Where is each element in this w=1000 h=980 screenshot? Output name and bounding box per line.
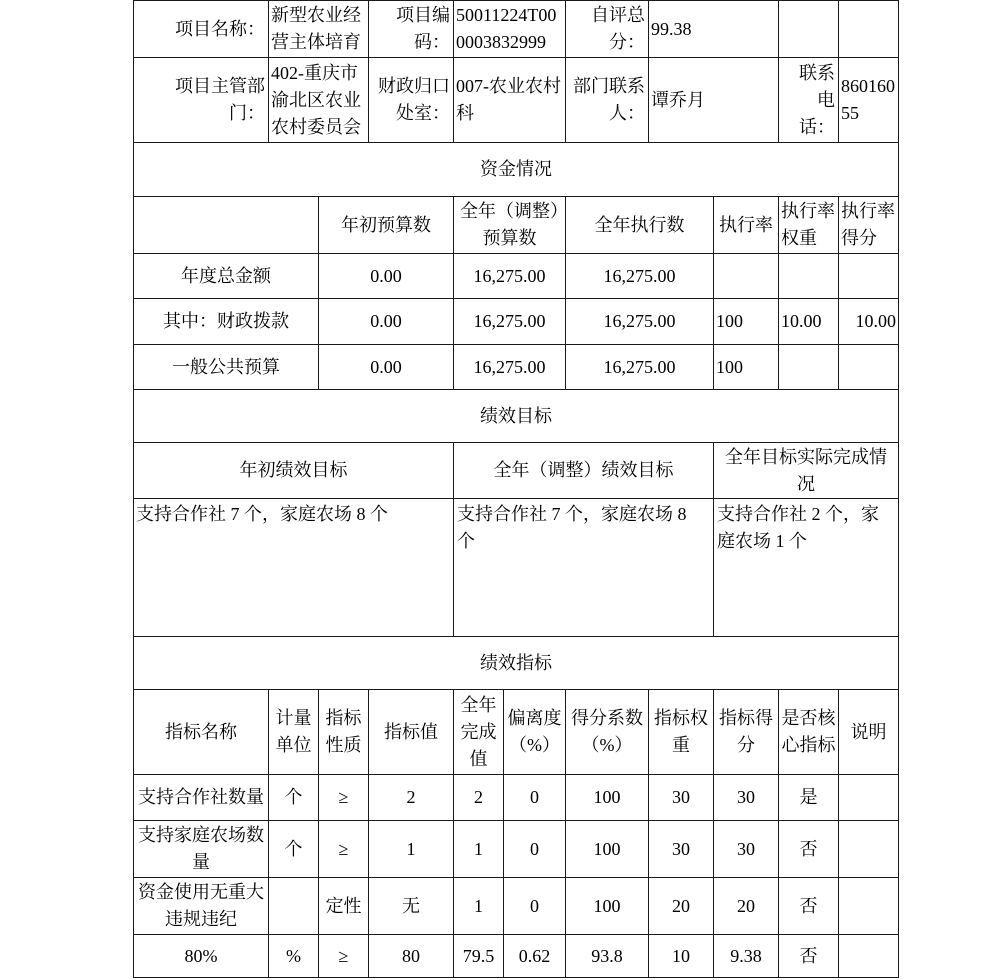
- execution-rate-value: 100: [714, 299, 779, 345]
- col-adjusted-budget: 全年（调整）预算数: [454, 197, 566, 254]
- empty-cell: [134, 197, 319, 254]
- initial-budget-value: 0.00: [319, 299, 454, 345]
- empty-cell: [839, 1, 899, 58]
- indicator-score: 30: [714, 821, 779, 878]
- rate-weight-value: 10.00: [779, 299, 839, 345]
- indicator-name: 支持家庭农场数量: [134, 821, 269, 878]
- indicator-core: 是: [779, 775, 839, 821]
- project-name-label: 项目名称：: [134, 1, 269, 58]
- indicator-core: 否: [779, 821, 839, 878]
- rate-score-value: [839, 254, 899, 299]
- col-rate-weight: 执行率权重: [779, 197, 839, 254]
- indicator-actual: 1: [454, 821, 504, 878]
- rate-weight-value: [779, 345, 839, 390]
- indicator-target: 无: [369, 878, 454, 935]
- indicator-name: 资金使用无重大违规违纪: [134, 878, 269, 935]
- department-info-row: [134, 58, 899, 143]
- indicator-unit: %: [269, 935, 319, 978]
- finance-office-label: 财政归口处室：: [369, 58, 454, 143]
- funds-row: [134, 299, 899, 345]
- indicator-nature: 定性: [319, 878, 369, 935]
- col-initial-budget: 年初预算数: [319, 197, 454, 254]
- funds-header-row: [134, 197, 899, 254]
- phone-label: 联系电话：: [779, 58, 839, 143]
- indicator-row: [134, 775, 899, 821]
- indicator-core: 否: [779, 935, 839, 978]
- goals-section-title: 绩效目标: [134, 390, 899, 443]
- rate-score-value: [839, 345, 899, 390]
- col-executed: 全年执行数: [566, 197, 714, 254]
- funds-title-row: [134, 143, 899, 197]
- indicator-row: [134, 821, 899, 878]
- department: 402-重庆市渝北区农业农村委员会: [269, 58, 369, 143]
- indicator-deviation: 0: [504, 878, 566, 935]
- indicators-header-row: [134, 690, 899, 775]
- funds-row-label: 其中：财政拨款: [134, 299, 319, 345]
- indicator-unit: 个: [269, 821, 319, 878]
- indicator-coefficient: 93.8: [566, 935, 649, 978]
- col-note: 说明: [839, 690, 899, 775]
- col-actual-completion: 全年目标实际完成情况: [714, 443, 899, 499]
- indicator-note: [839, 935, 899, 978]
- indicator-coefficient: 100: [566, 821, 649, 878]
- adjusted-budget-value: 16,275.00: [454, 299, 566, 345]
- initial-budget-value: 0.00: [319, 345, 454, 390]
- indicator-name: 支持合作社数量: [134, 775, 269, 821]
- col-coefficient: 得分系数（%）: [566, 690, 649, 775]
- project-code-label: 项目编码：: [369, 1, 454, 58]
- contact-label: 部门联系人：: [566, 58, 649, 143]
- adjusted-budget-value: 16,275.00: [454, 345, 566, 390]
- indicator-row: [134, 935, 899, 978]
- indicator-target: 80: [369, 935, 454, 978]
- indicator-score: 30: [714, 775, 779, 821]
- col-score: 指标得分: [714, 690, 779, 775]
- adjusted-goal-text: 支持合作社 7 个，家庭农场 8 个: [454, 499, 714, 637]
- col-rate-score: 执行率得分: [839, 197, 899, 254]
- col-adjusted-goal: 全年（调整）绩效目标: [454, 443, 714, 499]
- indicator-weight: 20: [649, 878, 714, 935]
- indicator-actual: 2: [454, 775, 504, 821]
- project-code: 50011224T000003832999: [454, 1, 566, 58]
- indicator-row: [134, 878, 899, 935]
- col-deviation: 偏离度（%）: [504, 690, 566, 775]
- adjusted-budget-value: 16,275.00: [454, 254, 566, 299]
- project-name: 新型农业经营主体培育: [269, 1, 369, 58]
- self-evaluation-table: [133, 0, 899, 978]
- col-unit: 计量单位: [269, 690, 319, 775]
- col-actual: 全年完成值: [454, 690, 504, 775]
- col-initial-goal: 年初绩效目标: [134, 443, 454, 499]
- finance-office: 007-农业农村科: [454, 58, 566, 143]
- indicator-score: 20: [714, 878, 779, 935]
- col-indicator-name: 指标名称: [134, 690, 269, 775]
- indicator-nature: ≥: [319, 775, 369, 821]
- indicator-weight: 10: [649, 935, 714, 978]
- executed-value: 16,275.00: [566, 299, 714, 345]
- indicator-target: 2: [369, 775, 454, 821]
- executed-value: 16,275.00: [566, 254, 714, 299]
- indicator-note: [839, 821, 899, 878]
- rate-score-value: 10.00: [839, 299, 899, 345]
- indicator-target: 1: [369, 821, 454, 878]
- contact: 谭乔月: [649, 58, 779, 143]
- indicator-weight: 30: [649, 775, 714, 821]
- project-info-row: [134, 1, 899, 58]
- funds-row: [134, 254, 899, 299]
- goals-content-row: [134, 499, 899, 637]
- indicator-actual: 79.5: [454, 935, 504, 978]
- indicators-title-row: [134, 637, 899, 690]
- self-score-label: 自评总分：: [566, 1, 649, 58]
- execution-rate-value: [714, 254, 779, 299]
- indicator-deviation: 0: [504, 775, 566, 821]
- executed-value: 16,275.00: [566, 345, 714, 390]
- execution-rate-value: 100: [714, 345, 779, 390]
- indicator-actual: 1: [454, 878, 504, 935]
- indicator-note: [839, 878, 899, 935]
- indicator-weight: 30: [649, 821, 714, 878]
- goals-header-row: [134, 443, 899, 499]
- indicator-nature: ≥: [319, 821, 369, 878]
- funds-row: [134, 345, 899, 390]
- col-target: 指标值: [369, 690, 454, 775]
- phone: 86016055: [839, 58, 899, 143]
- indicator-score: 9.38: [714, 935, 779, 978]
- indicators-section-title: 绩效指标: [134, 637, 899, 690]
- indicator-deviation: 0: [504, 821, 566, 878]
- empty-cell: [779, 1, 839, 58]
- rate-weight-value: [779, 254, 839, 299]
- funds-section-title: 资金情况: [134, 143, 899, 197]
- actual-completion-text: 支持合作社 2 个，家庭农场 1 个: [714, 499, 899, 637]
- initial-goal-text: 支持合作社 7 个，家庭农场 8 个: [134, 499, 454, 637]
- col-weight: 指标权重: [649, 690, 714, 775]
- indicator-unit: [269, 878, 319, 935]
- department-label: 项目主管部门：: [134, 58, 269, 143]
- col-core: 是否核心指标: [779, 690, 839, 775]
- funds-row-label: 年度总金额: [134, 254, 319, 299]
- indicator-coefficient: 100: [566, 878, 649, 935]
- indicator-nature: ≥: [319, 935, 369, 978]
- col-execution-rate: 执行率: [714, 197, 779, 254]
- indicator-core: 否: [779, 878, 839, 935]
- funds-row-label: 一般公共预算: [134, 345, 319, 390]
- indicator-coefficient: 100: [566, 775, 649, 821]
- self-score: 99.38: [649, 1, 779, 58]
- indicator-deviation: 0.62: [504, 935, 566, 978]
- col-nature: 指标性质: [319, 690, 369, 775]
- initial-budget-value: 0.00: [319, 254, 454, 299]
- goals-title-row: [134, 390, 899, 443]
- indicator-unit: 个: [269, 775, 319, 821]
- indicator-note: [839, 775, 899, 821]
- indicator-name: 80%: [134, 935, 269, 978]
